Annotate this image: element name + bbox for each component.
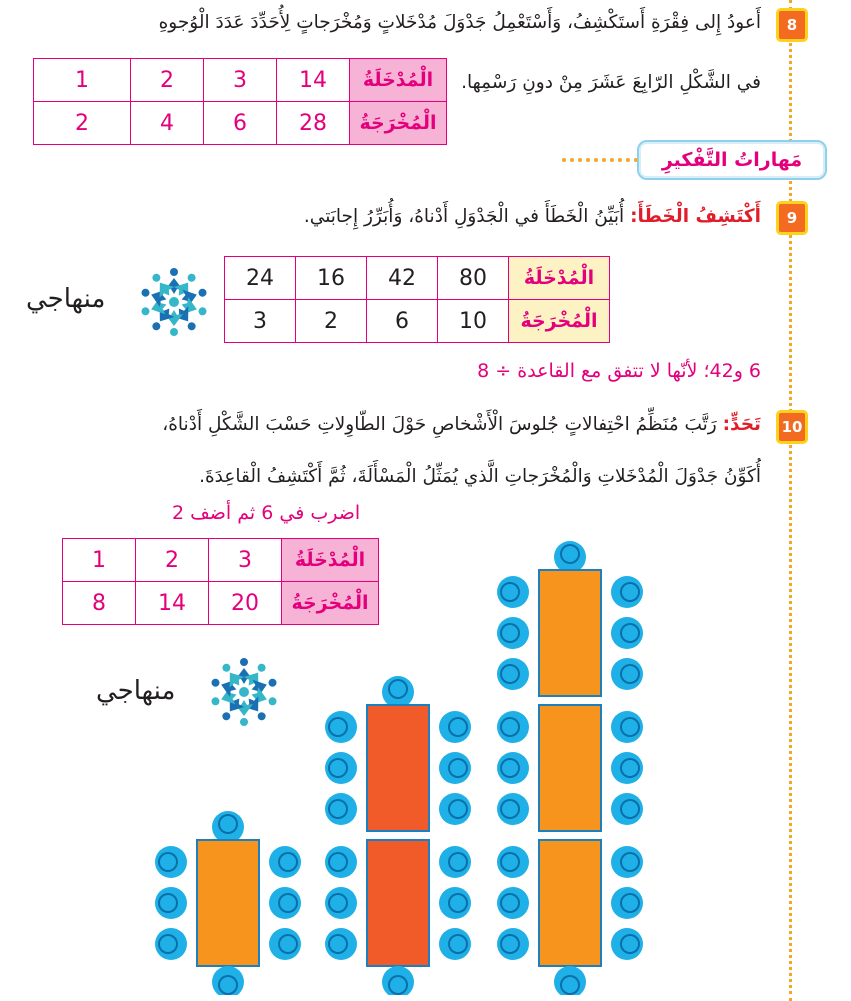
question-10-body: رَتَّبَ مُنَظِّمُ احْتِفالاتٍ جُلوسَ الْأَشْخاصِ حَوْلَ الطّاوِلاتِ حَسْبَ الشَّكْلِ أَدْناهُ، — [162, 414, 717, 435]
chair-icon — [497, 793, 529, 825]
chair-icon — [497, 752, 529, 784]
table-cell: 80 — [438, 257, 509, 300]
chair-icon — [439, 711, 471, 743]
table-cell: 1 — [63, 539, 136, 582]
question-9-answer: 6 و42؛ لأنّها لا تتفق مع القاعدة ÷ 8 — [477, 360, 761, 382]
table-icon — [539, 705, 601, 831]
question-8-line1: أَعودُ إِلى فِقْرَةِ أَستَكْشِفُ، وَأَسْتَعْمِلُ جَدْوَلَ مُدْخَلاتٍ وَمُخْرَجاتٍ لِأُحَدِّدَ عَدَدَ الْوُجوهِ — [158, 12, 761, 33]
table-header-output: الْمُخْرَجَةُ — [509, 300, 610, 343]
question-10-line2: أُكَوِّنُ جَدْوَلَ الْمُدْخَلاتِ وَالْمُخْرَجاتِ الَّذي يُمَثِّلُ الْمَسْأَلَةَ، ثُمَّ أَكْتَشِفُ الْقاعِدَةَ. — [199, 466, 761, 487]
chair-icon — [269, 887, 301, 919]
chair-icon — [155, 887, 187, 919]
chair-icon — [611, 793, 643, 825]
chair-icon — [497, 887, 529, 919]
chair-icon — [269, 928, 301, 960]
table-icon — [539, 840, 601, 966]
chair-icon — [611, 617, 643, 649]
table-header-output: الْمُخْرَجَةُ — [350, 102, 447, 145]
table-cell: 6 — [367, 300, 438, 343]
question-8-table — [33, 58, 447, 145]
table-cell: 4 — [131, 102, 204, 145]
table-cell: 1 — [34, 59, 131, 102]
chair-icon — [497, 658, 529, 690]
chair-icon — [382, 966, 414, 995]
chair-icon — [439, 928, 471, 960]
question-9-text — [304, 206, 761, 228]
banner-dotted-line — [562, 158, 638, 162]
table-cell: 14 — [136, 582, 209, 625]
table-cell: 20 — [209, 582, 282, 625]
question-8-line2: في الشَّكْلِ الرّابِعَ عَشَرَ مِنْ دونِ رَسْمِها. — [461, 72, 761, 93]
table-arrangements-figure — [150, 520, 780, 995]
chair-icon — [497, 576, 529, 608]
chair-icon — [325, 711, 357, 743]
logo-center — [169, 297, 179, 307]
chair-icon — [325, 793, 357, 825]
chair-icon — [611, 887, 643, 919]
chair-icon — [611, 846, 643, 878]
table-cell: 14 — [277, 59, 350, 102]
skills-banner: مَهاراتُ التَّفْكيرِ — [637, 140, 827, 180]
table-cell: 2 — [136, 539, 209, 582]
chair-icon — [611, 928, 643, 960]
question-9-label: أَكْتَشِفُ الْخَطَأَ: — [630, 206, 761, 227]
question-10-answer: اضرب في 6 ثم أضف 2 — [172, 502, 361, 524]
question-8-badge: 8 — [776, 8, 808, 42]
chair-icon — [155, 928, 187, 960]
table-cell: 8 — [63, 582, 136, 625]
chair-icon — [497, 846, 529, 878]
chair-icon — [554, 541, 586, 573]
chair-icon — [325, 846, 357, 878]
table-cell: 3 — [204, 59, 277, 102]
chair-icon — [497, 928, 529, 960]
chair-icon — [325, 928, 357, 960]
chair-icon — [439, 752, 471, 784]
table-icon — [197, 840, 259, 966]
table-header-input: الْمُدْخَلَةُ — [282, 539, 379, 582]
table-cell: 2 — [34, 102, 131, 145]
table-header-input: الْمُدْخَلَةُ — [350, 59, 447, 102]
table-icon — [539, 570, 601, 696]
table-header-output: الْمُخْرَجَةُ — [282, 582, 379, 625]
chair-icon — [439, 793, 471, 825]
table-cell: 24 — [225, 257, 296, 300]
chair-icon — [439, 846, 471, 878]
table-cell: 2 — [296, 300, 367, 343]
table-icon — [367, 840, 429, 966]
manhaji-logo-icon — [134, 262, 214, 342]
chair-icon — [497, 617, 529, 649]
table-icon — [367, 705, 429, 831]
table-header-input: الْمُدْخَلَةُ — [509, 257, 610, 300]
manhaji-logo-text: منهاجي — [26, 284, 106, 314]
chair-icon — [212, 811, 244, 843]
question-10-label: تَحَدٍّ: — [722, 414, 761, 435]
chair-icon — [611, 752, 643, 784]
chair-icon — [325, 752, 357, 784]
question-9-badge: 9 — [776, 201, 808, 235]
chair-icon — [611, 576, 643, 608]
question-9-body: أُبَيِّنُ الْخَطَأَ في الْجَدْوَلِ أَدْناهُ، وَأُبَرِّرُ إِجابَتي. — [303, 206, 625, 227]
table-cell: 6 — [204, 102, 277, 145]
chair-icon — [611, 711, 643, 743]
chair-icon — [497, 711, 529, 743]
chair-icon — [554, 966, 586, 995]
table-cell: 42 — [367, 257, 438, 300]
chair-icon — [212, 966, 244, 995]
table-cell: 2 — [131, 59, 204, 102]
chair-icon — [325, 887, 357, 919]
table-cell: 28 — [277, 102, 350, 145]
question-10-line1 — [162, 414, 761, 436]
chair-icon — [611, 658, 643, 690]
question-10-badge: 10 — [776, 410, 808, 444]
table-cell: 16 — [296, 257, 367, 300]
table-cell: 3 — [225, 300, 296, 343]
table-cell: 10 — [438, 300, 509, 343]
chair-icon — [155, 846, 187, 878]
chair-icon — [382, 676, 414, 708]
table-cell: 3 — [209, 539, 282, 582]
chair-icon — [269, 846, 301, 878]
question-9-table — [224, 256, 610, 343]
chair-icon — [439, 887, 471, 919]
manhaji-logo-text: منهاجي — [96, 676, 176, 706]
